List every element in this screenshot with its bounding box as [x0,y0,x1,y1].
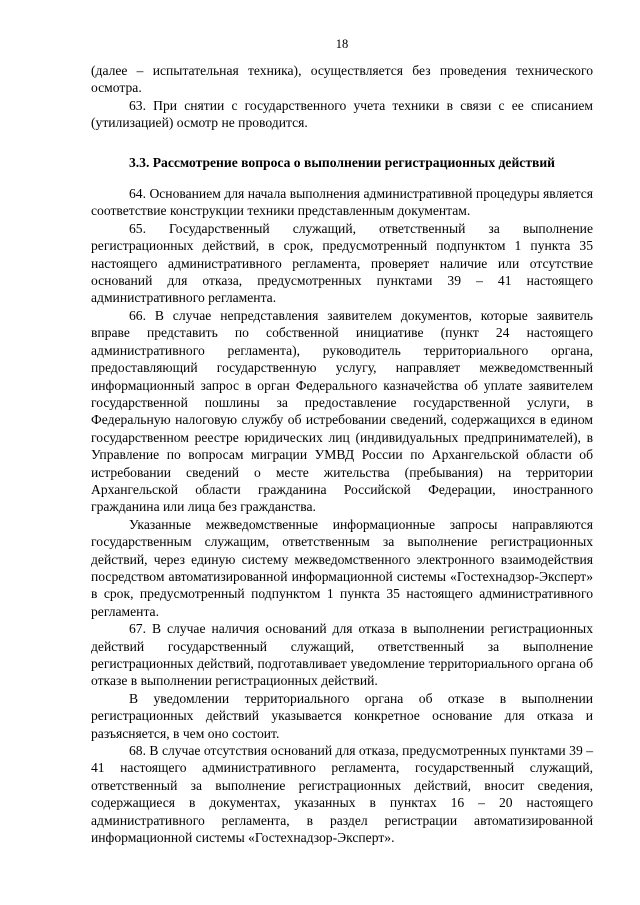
paragraph-65: 65. Государственный служащий, ответственный за выполнение регистрационных действий, в срок, предусмотренный подпунктом 1 пункта 35 настоящего административного регламента, проверяет наличие или отсутствие оснований для отказа, предусмотренных пунктами 39 – 41 настоящего административного регламента. [91,220,593,306]
paragraph-67-notice: В уведомлении территориального органа об отказе в выполнении регистрационных действий указывается конкретное основание для отказа и разъясняется, в чем оно состоит. [91,690,593,741]
paragraph-68: 68. В случае отсутствия оснований для отказа, предусмотренных пунктами 39 – 41 настоящего административного регламента, государственный служащий, ответственный за выполнение регистрационных действий, вносит сведения, содержащиеся в документах, указанных в пунктах 16 – 20 настоящего административного регламента, в раздел регистрации автоматизированной информационной системы «Гостехнадзор-Эксперт». [91,743,593,846]
paragraph-67: 67. В случае наличия оснований для отказа в выполнении регистрационных действий государственный служащий, ответственный за выполнение регистрационных действий, подготавливает уведомление территориального органа об отказе в выполнении регистрационных действий. [91,621,593,689]
paragraph-66: 66. В случае непредставления заявителем документов, которые заявитель вправе представить по собственной инициативе (пункт 24 настоящего административного регламента), руководитель территориального органа, предоставляющий государственную услугу, направляет межведомственный информационный запрос в орган Федерального казначейства об уплате заявителем государственной пошлины за предоставление государственной услуги, в Федеральную налоговую службу об истребовании сведений, содержащихся в едином государственном реестре юридических лиц (индивидуальных предпринимателей), в Управление по вопросам миграции УМВД России по Архангельской области об истребовании сведений о месте жительства (пребывания) на территории Архангельской области гражданина Российской Федерации, иностранного гражданина или лица без гражданства. [91,307,593,515]
page-number: 18 [335,37,349,51]
document-page [91,36,593,846]
paragraph-63: 63. При снятии с государственного учета техники в связи с ее списанием (утилизацией) осмотр не проводится. [91,97,593,131]
paragraph-66-requests: Указанные межведомственные информационные запросы направляются государственным служащим, ответственным за выполнение регистрационных действий, через единую систему межведомственного электронного взаимодействия посредством автоматизированной информационной системы «Гостехнадзор-Эксперт» в срок, предусмотренный подпунктом 1 пункта 35 настоящего административного регламента. [91,516,593,619]
paragraph-64: 64. Основанием для начала выполнения административной процедуры является соответствие конструкции техники представленным документам. [91,186,593,219]
section-heading: 3.3. Рассмотрение вопроса о выполнении регистрационных действий [128,154,556,170]
paragraph-continuation: (далее – испытательная техника), осуществляется без проведения технического осмотра. [91,63,593,96]
